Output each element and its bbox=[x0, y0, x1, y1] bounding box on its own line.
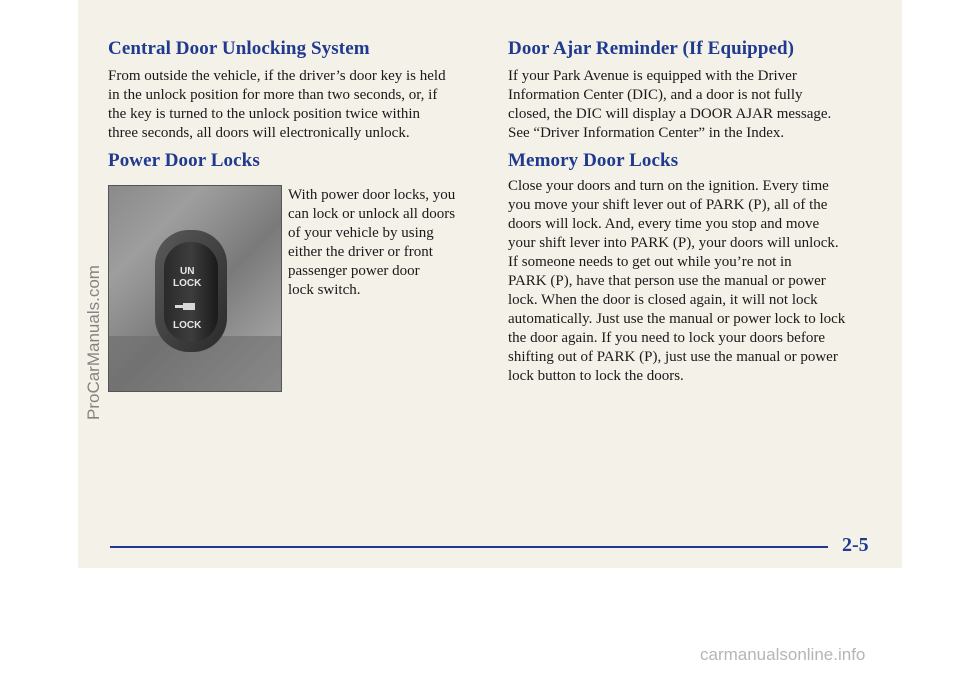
unlock-label-2: LOCK bbox=[173, 278, 202, 289]
heading-memory-door-locks: Memory Door Locks bbox=[508, 150, 679, 171]
lock-label: LOCK bbox=[173, 320, 202, 331]
power-lock-switch-photo bbox=[108, 185, 282, 392]
text-line: With power door locks, you bbox=[288, 187, 456, 203]
footer-site-link[interactable]: carmanualsonline.info bbox=[700, 645, 866, 664]
text-line: in the unlock position for more than two seconds, or, if bbox=[108, 87, 438, 103]
text-line: From outside the vehicle, if the driver’s door key is held bbox=[108, 68, 446, 84]
text-line: you move your shift lever out of PARK (P), all of the bbox=[508, 197, 828, 213]
page-number: 2-5 bbox=[842, 534, 869, 556]
heading-door-ajar-reminder: Door Ajar Reminder (If Equipped) bbox=[508, 38, 795, 59]
text-line: If your Park Avenue is equipped with the Driver bbox=[508, 68, 797, 84]
text-line: of your vehicle by using bbox=[288, 225, 434, 241]
lock-switch-illustration bbox=[109, 186, 281, 391]
text-line: the key is turned to the unlock position twice within bbox=[108, 106, 421, 122]
text-line: Information Center (DIC), and a door is not fully bbox=[508, 87, 803, 103]
text-line: lock switch. bbox=[288, 282, 361, 298]
text-line: doors will lock. And, every time you stop and move bbox=[508, 216, 820, 232]
text-line: lock. When the door is closed again, it will not lock bbox=[508, 292, 818, 308]
paragraph-memory-door-locks bbox=[508, 177, 845, 386]
text-line: PARK (P), have that person use the manual or power bbox=[508, 273, 826, 289]
text-line: Close your doors and turn on the ignition. Every time bbox=[508, 178, 829, 194]
paragraph-door-ajar-reminder bbox=[508, 67, 831, 143]
watermark-text: ProCarManuals.com bbox=[84, 265, 103, 420]
paragraph-power-door-locks bbox=[288, 186, 455, 300]
heading-central-door-unlocking: Central Door Unlocking System bbox=[108, 38, 370, 59]
heading-power-door-locks: Power Door Locks bbox=[108, 150, 260, 171]
text-line: your shift lever into PARK (P), your doors will unlock. bbox=[508, 235, 839, 251]
unlock-label: UN bbox=[180, 266, 195, 277]
text-line: automatically. Just use the manual or power lock to lock bbox=[508, 311, 846, 327]
text-line: If someone needs to get out while you’re not in bbox=[508, 254, 792, 270]
footer-rule bbox=[110, 546, 828, 548]
text-line: can lock or unlock all doors bbox=[288, 206, 456, 222]
text-line: lock button to lock the doors. bbox=[508, 368, 684, 384]
text-line: the door again. If you need to lock your doors before bbox=[508, 330, 825, 346]
paragraph-central-door-unlocking bbox=[108, 67, 446, 143]
text-line: either the driver or front bbox=[288, 244, 433, 260]
text-line: three seconds, all doors will electronically unlock. bbox=[108, 125, 410, 141]
text-line: See “Driver Information Center” in the Index. bbox=[508, 125, 785, 141]
text-line: closed, the DIC will display a DOOR AJAR message. bbox=[508, 106, 832, 122]
text-line: shifting out of PARK (P), just use the manual or power bbox=[508, 349, 838, 365]
text-line: passenger power door bbox=[288, 263, 420, 279]
